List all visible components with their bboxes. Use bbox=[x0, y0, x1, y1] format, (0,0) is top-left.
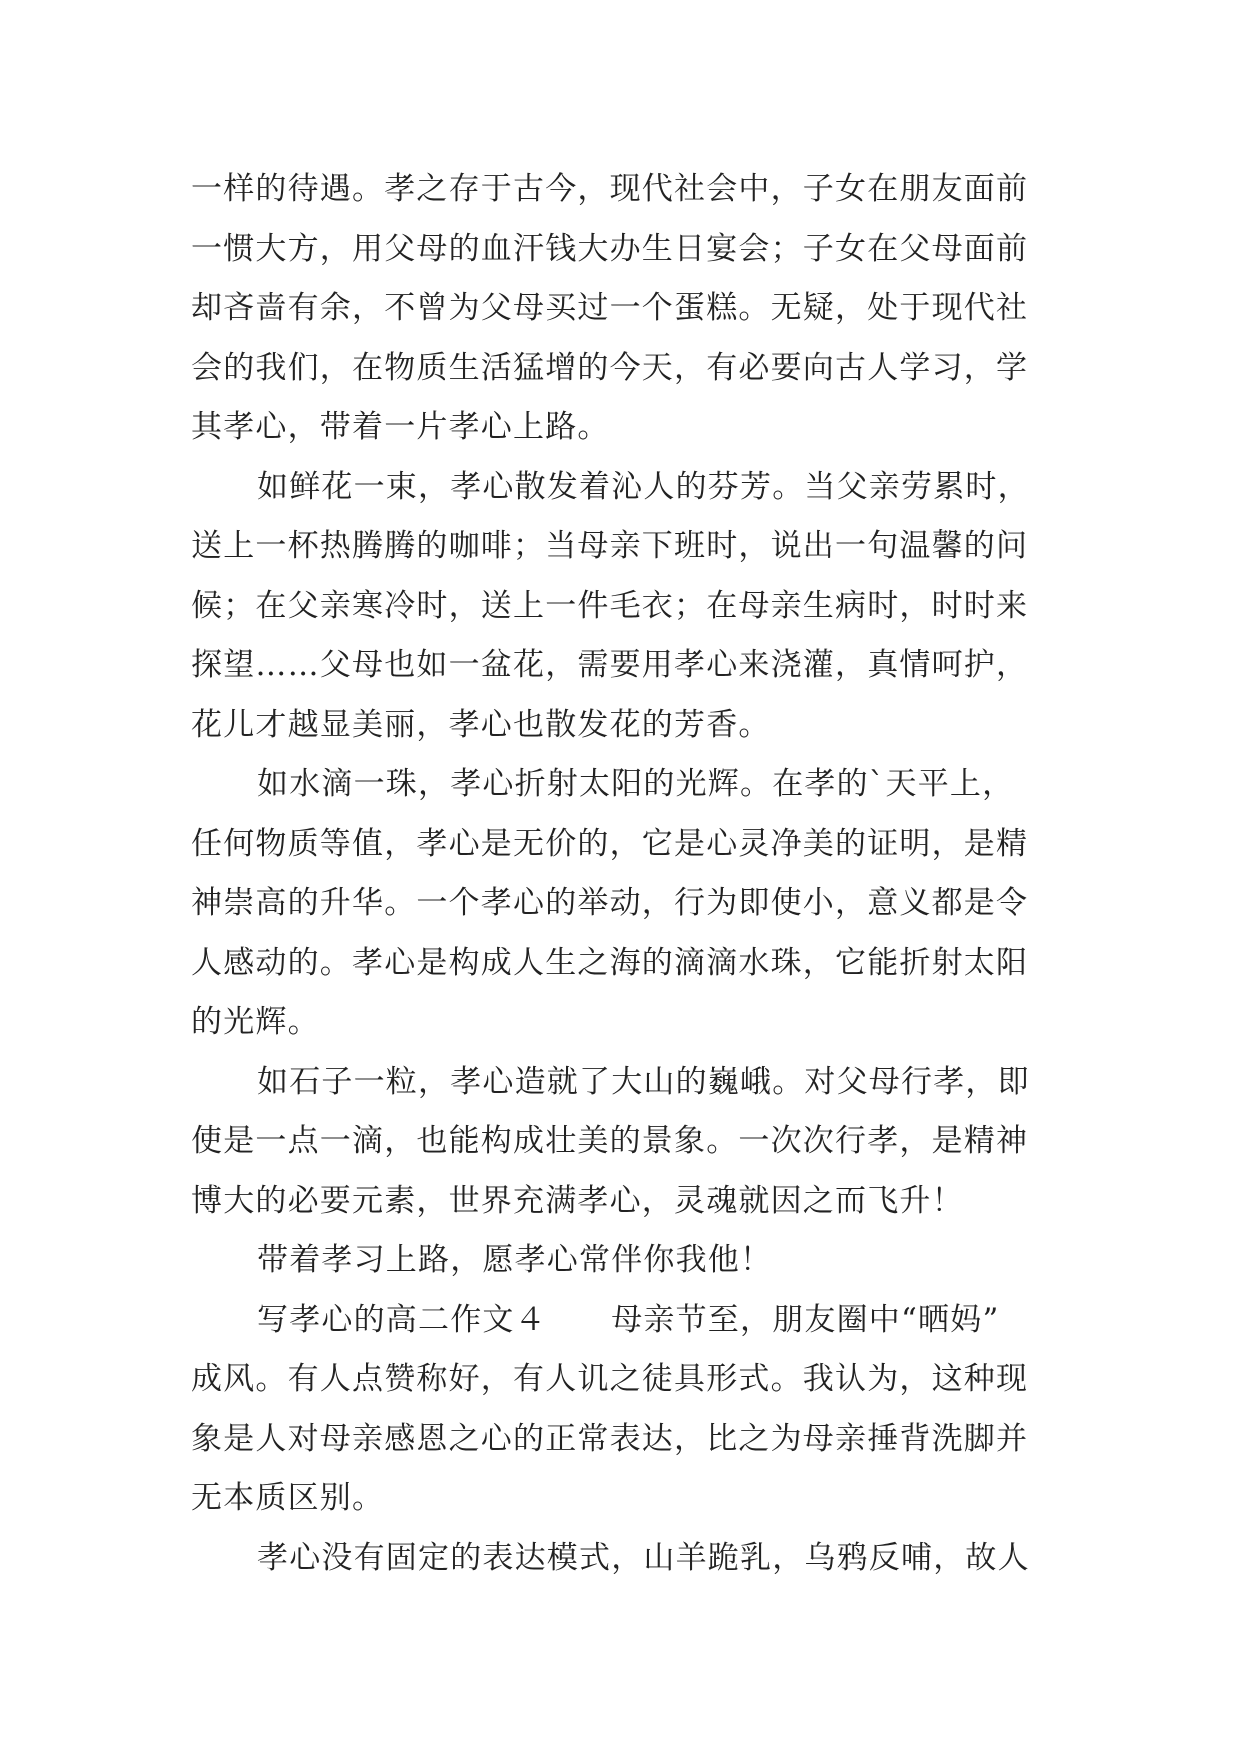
text-line: 神崇高的升华。一个孝心的举动，行为即使小，意义都是令 bbox=[191, 885, 1029, 921]
text-line: 候；在父亲寒冷时，送上一件毛衣；在母亲生病时，时时来 bbox=[191, 587, 1029, 624]
text-line: 花儿才越显美丽，孝心也散发花的芳香。 bbox=[191, 706, 771, 743]
text-line: 一惯大方，用父母的血汗钱大办生日宴会；子女在父母面前 bbox=[191, 230, 1029, 267]
text-line: 使是一点一滴，也能构成壮美的景象。一次次行孝，是精神 bbox=[191, 1123, 1029, 1159]
text-line: 的光辉。 bbox=[191, 1004, 320, 1040]
text-line: 探望……父母也如一盆花，需要用孝心来浇灌，真情呵护， bbox=[191, 647, 1029, 683]
text-line: 一样的待遇。孝之存于古今，现代社会中，子女在朋友面前 bbox=[191, 171, 1029, 207]
text-line: 会的我们，在物质生活猛增的今天，有必要向古人学习，学 bbox=[191, 349, 1029, 386]
essay-text bbox=[191, 160, 1051, 1588]
text-line: 送上一杯热腾腾的咖啡；当母亲下班时，说出一句温馨的问 bbox=[191, 528, 1029, 564]
paragraph-start-line: 如水滴一珠，孝心折射太阳的光辉。在孝的`天平上， bbox=[257, 766, 1015, 802]
paragraph-start-line: 孝心没有固定的表达模式，山羊跪乳，乌鸦反哺，故人 bbox=[257, 1539, 1030, 1576]
text-line: 无本质区别。 bbox=[191, 1480, 385, 1516]
paragraph-start-line: 如鲜花一束，孝心散发着沁人的芬芳。当父亲劳累时， bbox=[257, 468, 1030, 505]
text-line: 象是人对母亲感恩之心的正常表达，比之为母亲捶背洗脚并 bbox=[191, 1420, 1029, 1457]
paragraph-start-line: 如石子一粒，孝心造就了大山的巍峨。对父母行孝，即 bbox=[257, 1063, 1030, 1100]
text-line: 其孝心，带着一片孝心上路。 bbox=[191, 409, 610, 445]
text-line: 却吝啬有余，不曾为父母买过一个蛋糕。无疑，处于现代社 bbox=[191, 290, 1029, 326]
section-heading-line: 写孝心的高二作文４ 母亲节至，朋友圈中“晒妈” bbox=[257, 1301, 1000, 1338]
text-line: 成风。有人点赞称好，有人讥之徒具形式。我认为，这种现 bbox=[191, 1361, 1029, 1397]
text-line: 人感动的。孝心是构成人生之海的滴滴水珠，它能折射太阳 bbox=[191, 944, 1029, 981]
text-line: 博大的必要元素，世界充满孝心，灵魂就因之而飞升！ bbox=[191, 1182, 964, 1219]
text-line: 任何物质等值，孝心是无价的，它是心灵净美的证明，是精 bbox=[191, 825, 1029, 862]
paragraph-start-line: 带着孝习上路，愿孝心常伴你我他！ bbox=[257, 1242, 773, 1278]
